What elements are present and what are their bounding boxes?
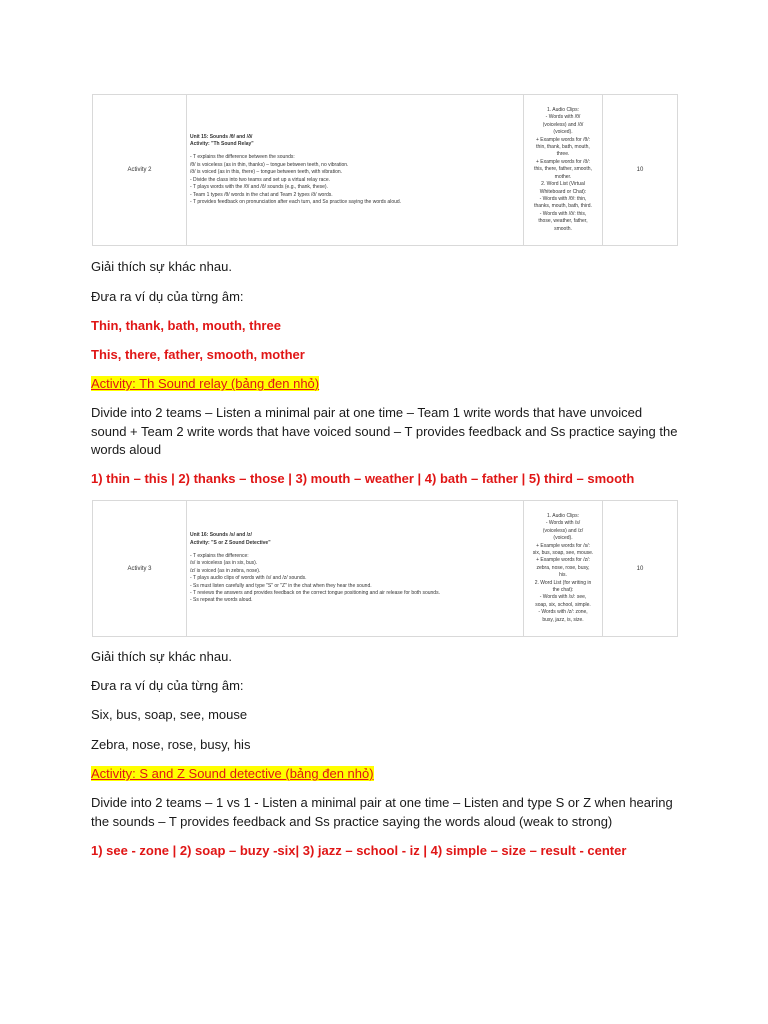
procedure-line: /θ/ is voiceless (as in thin, thanks) – tongue between teeth, no vibration. — [190, 161, 349, 168]
procedure-lines — [190, 154, 520, 206]
materials-line: three. — [556, 151, 570, 158]
procedure-line: - T provides feedback on pronunciation after each turn, and Ss practice saying the words aloud. — [190, 198, 402, 205]
procedure-line: /ð/ is voiced (as in this, there) – tongue between teeth, with vibration. — [190, 169, 343, 176]
materials-line: Whiteboard or Chat): — [539, 188, 587, 195]
materials-line: thin, thank, bath, mouth, — [536, 144, 590, 151]
procedure-line: - T plays words with the /θ/ and /ð/ sounds (e.g., thank, these). — [190, 184, 328, 191]
materials-line: those, weather, father, — [538, 218, 588, 225]
materials-line: + Example words for /θ/: — [535, 136, 591, 143]
activity-title: Activity: "S or Z Sound Detective" — [190, 539, 271, 546]
materials-line: 1. Audio Clips: — [547, 512, 579, 519]
z-examples: Zebra, nose, rose, busy, his — [91, 737, 251, 752]
unit-title: Unit 16: Sounds /s/ and /z/ — [190, 532, 252, 539]
materials-line: busy, jazz, is, size. — [542, 616, 584, 623]
materials-line: (voiceless) and /ð/ — [542, 121, 584, 128]
materials-line: + Example words for /ð/: — [535, 158, 591, 165]
examples-intro: Đưa ra ví dụ của từng âm: — [91, 289, 244, 304]
procedure-line: - Ss repeat the words aloud. — [190, 597, 253, 604]
materials-line: (voiced). — [553, 129, 573, 136]
activity-heading-text: Activity: S and Z Sound detective (bảng đen nhỏ) — [91, 766, 374, 781]
procedure-line: - Ss must listen carefully and type "S" or "Z" in the chat when they hear the sound. — [190, 582, 372, 589]
procedure-line: /z/ is voiced (as in zebra, nose). — [190, 567, 261, 574]
voiceless-examples: Thin, thank, bath, mouth, three — [91, 318, 281, 333]
materials-line: 2. Word List (Virtual — [541, 181, 585, 188]
materials-line: - Words with /θ/: thin, — [539, 195, 587, 202]
materials-line: smooth. — [554, 225, 572, 232]
lesson-table-activity-2 — [92, 94, 678, 246]
time-cell: 10 — [636, 167, 644, 173]
materials-line: + Example words for /s/: — [536, 542, 590, 549]
activity-heading — [91, 375, 681, 394]
materials-line: the chat): — [552, 587, 574, 594]
minimal-groups: 1) see - zone | 2) soap – buzy -six| 3) jazz – school - iz | 4) simple – size – result - center — [91, 843, 627, 858]
procedure-line: - T plays audio clips of words with /s/ and /z/ sounds. — [190, 575, 307, 582]
materials-cell — [524, 95, 603, 245]
materials-line: zebra, nose, rose, busy, — [536, 564, 590, 571]
materials-line: + Example words for /z/: — [536, 557, 590, 564]
s-examples: Six, bus, soap, see, mouse — [91, 707, 248, 722]
procedure-line: - T explains the difference: — [190, 552, 249, 559]
unit-title: Unit 15: Sounds /θ/ and /ð/ — [190, 133, 253, 140]
activity-heading-text: Activity: Th Sound relay (bảng đen nhỏ) — [91, 376, 320, 391]
procedure-lines — [190, 553, 520, 605]
materials-line: thanks, mouth, bath, third. — [534, 203, 592, 210]
voiced-examples: This, there, father, smooth, mother — [91, 347, 305, 362]
procedure-line: - Divide the class into two teams and set up a virtual relay race. — [190, 176, 331, 183]
materials-line: 1. Audio Clips: — [547, 107, 579, 114]
procedure-line: /s/ is voiceless (as in six, bus). — [190, 560, 258, 567]
activity-title: Activity: "Th Sound Relay" — [190, 141, 254, 148]
activity-cell: Activity 3 — [93, 501, 187, 636]
materials-line: - Words with /s/ — [545, 520, 581, 527]
explain-text: Giải thích sự khác nhau. — [91, 649, 232, 664]
materials-line: - Words with /ð/: this, — [539, 210, 587, 217]
examples-intro: Đưa ra ví dụ của từng âm: — [91, 678, 244, 693]
explain-text: Giải thích sự khác nhau. — [91, 259, 232, 274]
materials-line: - Words with /s/: see, — [539, 594, 587, 601]
materials-line: - Words with /θ/ — [545, 114, 581, 121]
materials-line: his. — [559, 572, 567, 579]
materials-line: this, there, father, smooth, — [534, 166, 592, 173]
materials-cell — [524, 501, 603, 636]
procedure-cell — [187, 95, 524, 245]
materials-line: 2. Word List (for writing in — [534, 579, 592, 586]
materials-line: (voiceless) and /z/ — [542, 527, 584, 534]
procedure-cell — [187, 501, 524, 636]
minimal-pairs: 1) thin – this | 2) thanks – those | 3) mouth – weather | 4) bath – father | 5) third – smooth — [91, 471, 635, 486]
activity-heading — [91, 765, 681, 784]
materials-line: mother. — [554, 173, 572, 180]
lesson-table-activity-3 — [92, 500, 678, 637]
procedure-line: - Team 1 types /θ/ words in the chat and Team 2 types /ð/ words. — [190, 191, 333, 198]
procedure-line: - T reviews the answers and provides feedback on the correct tongue positioning and air release for both sounds. — [190, 590, 440, 597]
activity-cell: Activity 2 — [93, 95, 187, 245]
procedure-line: - T explains the difference between the sounds: — [190, 154, 295, 161]
activity-instructions: Divide into 2 teams – Listen a minimal pair at one time – Team 1 write words that have unvoiced sound + Team 2 write words that have voiced sound – T provides feedback and Ss practice saying the words aloud — [91, 405, 678, 457]
activity-instructions: Divide into 2 teams – 1 vs 1 - Listen a minimal pair at one time – Listen and type S or Z when hearing the sounds – T provides feedback and Ss practice saying the words aloud (weak to strong) — [91, 795, 673, 829]
time-cell: 10 — [636, 565, 644, 572]
materials-line: (voiced). — [553, 535, 573, 542]
materials-line: six, bus, soap, see, mouse. — [532, 549, 594, 556]
materials-line: - Words with /z/: zone, — [538, 609, 588, 616]
materials-line: soap, six, school, simple. — [535, 601, 591, 608]
